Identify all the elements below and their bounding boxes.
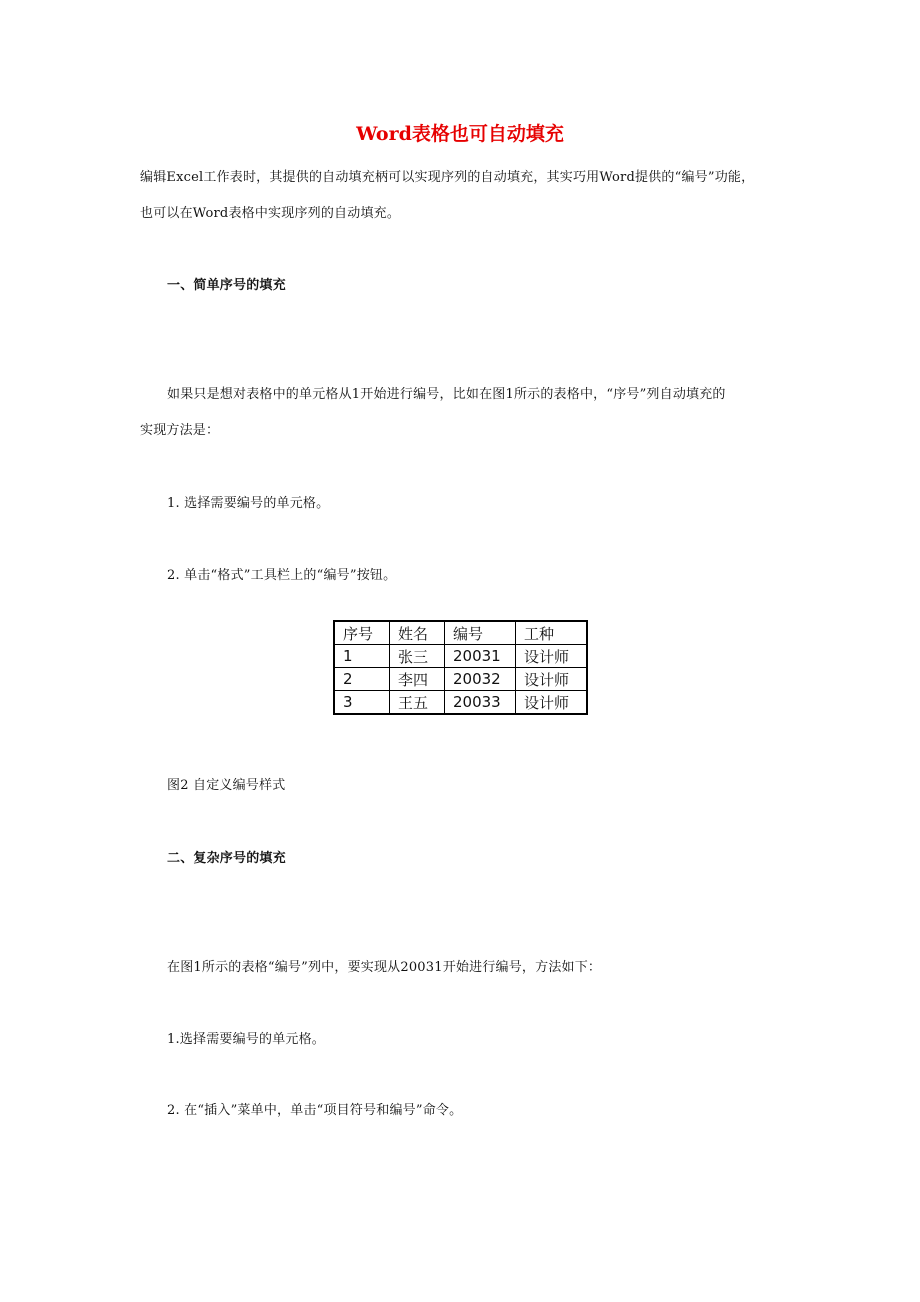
table-cell: 设计师 — [516, 645, 588, 668]
section1-paragraph-line-1: 如果只是想对表格中的单元格从1开始进行编号，比如在图1所示的表格中，“序号”列自动填充的 — [167, 387, 726, 402]
section1-paragraph-line-2: 实现方法是： — [140, 423, 220, 438]
intro-line-1: 编辑Excel工作表时，其提供的自动填充柄可以实现序列的自动填充，其实巧用Word提供的“编号”功能， — [140, 170, 755, 185]
section2-paragraph: 在图1所示的表格“编号”列中，要实现从20031开始进行编号，方法如下： — [167, 960, 602, 975]
table-header-cell: 序号 — [334, 621, 390, 645]
section1-heading: 一、简单序号的填充 — [167, 278, 286, 293]
table-header-cell: 工种 — [516, 621, 588, 645]
table-cell: 设计师 — [516, 668, 588, 691]
table-row — [334, 691, 587, 715]
table-header-row — [334, 621, 587, 645]
table-cell: 20033 — [445, 691, 516, 715]
table-cell: 3 — [334, 691, 390, 715]
document-title: Word表格也可自动填充 — [356, 123, 564, 145]
table-cell: 20031 — [445, 645, 516, 668]
table-header-cell: 姓名 — [390, 621, 445, 645]
section2-step-1: 1.选择需要编号的单元格。 — [167, 1032, 326, 1047]
table-cell: 李四 — [390, 668, 445, 691]
intro-line-2: 也可以在Word表格中实现序列的自动填充。 — [140, 206, 401, 221]
table-cell: 2 — [334, 668, 390, 691]
table-cell: 20032 — [445, 668, 516, 691]
table-cell: 设计师 — [516, 691, 588, 715]
table-row — [334, 668, 587, 691]
section2-step-2: 2. 在“插入”菜单中，单击“项目符号和编号”命令。 — [167, 1103, 463, 1118]
figure-caption: 图2 自定义编号样式 — [167, 778, 286, 793]
section1-step-1: 1. 选择需要编号的单元格。 — [167, 496, 330, 511]
table-header-cell: 编号 — [445, 621, 516, 645]
figure-table — [333, 620, 588, 715]
section2-heading: 二、复杂序号的填充 — [167, 851, 286, 866]
table-row — [334, 645, 587, 668]
table-cell: 王五 — [390, 691, 445, 715]
table-cell: 1 — [334, 645, 390, 668]
table-cell: 张三 — [390, 645, 445, 668]
section1-step-2: 2. 单击“格式”工具栏上的“编号”按钮。 — [167, 568, 397, 583]
